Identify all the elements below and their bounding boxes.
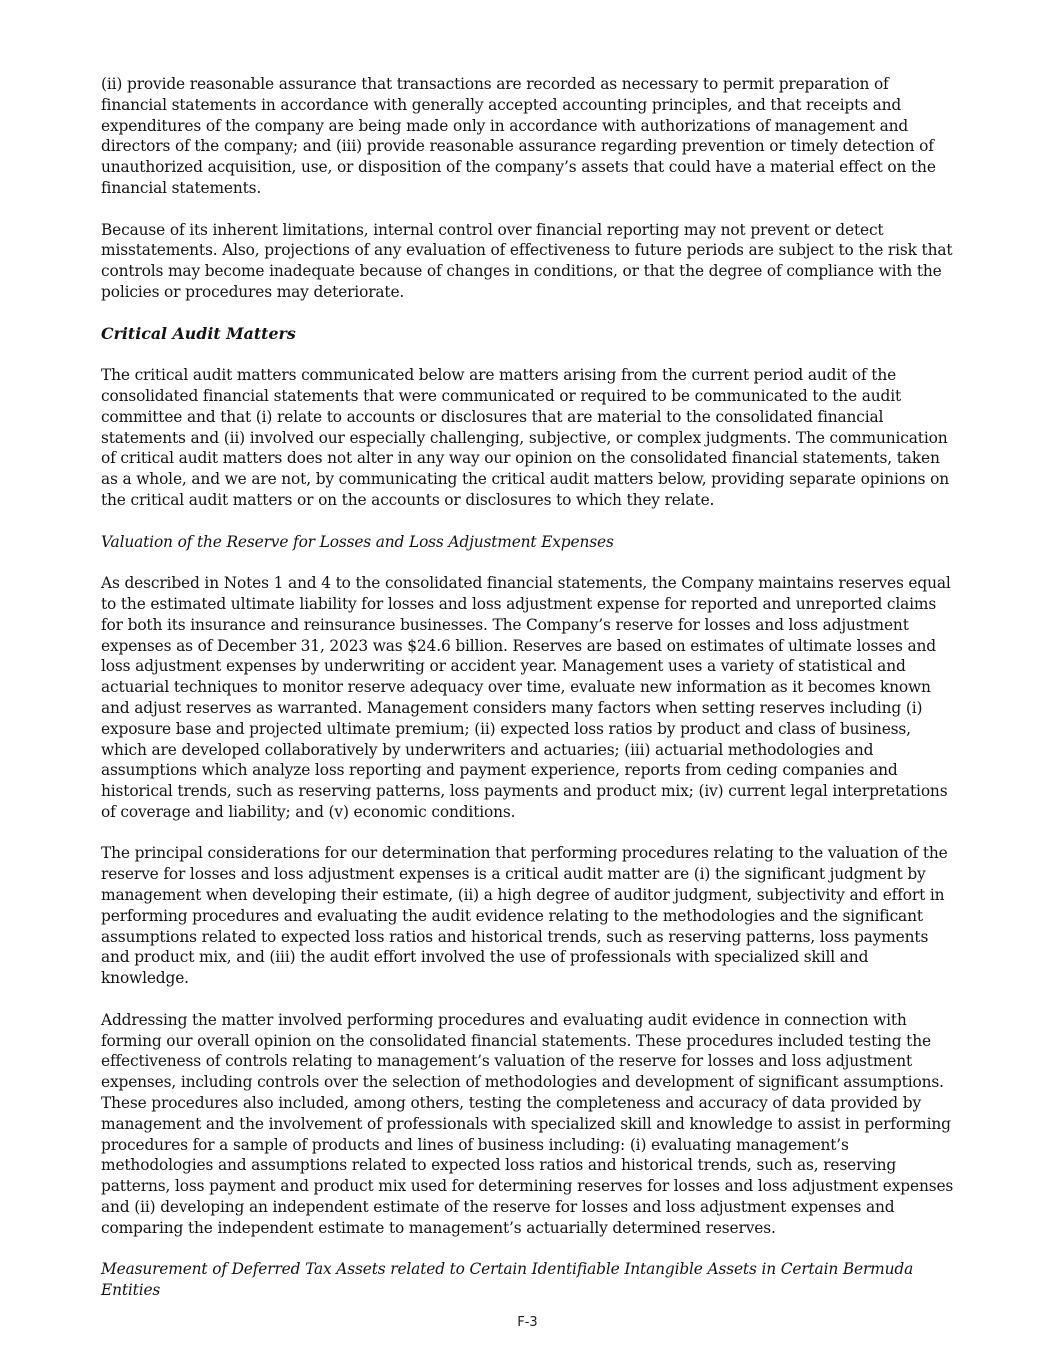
reserve-audit-procedures-paragraph: Addressing the matter involved performing procedures and evaluating audit evidence in connection with forming our overall opinion on the consolidated financial statements. These procedures included testing the effectiveness of controls relating to management’s valuation of the reserve for losses and loss adjustment expenses, including controls over the selection of methodologies and development of significant assumptions. These procedures also included, among others, testing the completeness and accuracy of data provided by management and the involvement of professionals with specialized skill and knowledge to assist in performing procedures for a sample of products and lines of business including: (i) evaluating management’s methodologies and assumptions related to expected loss ratios and historical trends, such as, reserving patterns, loss payment and product mix used for determining reserves for losses and loss adjustment expenses and (ii) developing an independent estimate of the reserve for losses and loss adjustment expenses and comparing the independent estimate to management’s actuarially determined reserves. (101, 1010, 954, 1237)
reserve-valuation-subheading: Valuation of the Reserve for Losses and Loss Adjustment Expenses (101, 532, 614, 551)
critical-audit-matters-heading: Critical Audit Matters (101, 323, 296, 343)
critical-audit-matters-intro: The critical audit matters communicated below are matters arising from the current period audit of the consolidated financial statements that were communicated or required to be communicated to the audit committee and that (i) relate to accounts or disclosures that are material to the consolidated financial statements and (ii) involved our especially challenging, subjective, or complex judgments. The communication of critical audit matters does not alter in any way our opinion on the consolidated financial statements, taken as a whole, and we are not, by communicating the critical audit matters below, providing separate opinions on the critical audit matters or on the accounts or disclosures to which they relate. (101, 366, 949, 509)
reserve-principal-considerations-paragraph: The principal considerations for our determination that performing procedures relating to the valuation of the reserve for losses and loss adjustment expenses is a critical audit matter are (i) the significant judgment by management when developing their estimate, (ii) a high degree of auditor judgment, subjectivity and effort in performing procedures and evaluating the audit evidence relating to the methodologies and the significant assumptions related to expected loss ratios and historical trends, such as reserving patterns, loss payments and product mix, and (iii) the audit effort involved the use of professionals with specialized skill and knowledge. (101, 844, 948, 988)
paragraph-inherent-limitations: Because of its inherent limitations, internal control over financial reporting may not prevent or detect misstatements. Also, projections of any evaluation of effectiveness to future periods are subject to the risk that controls may become inadequate because of changes in conditions, or that the degree of compliance with the policies or procedures may deteriorate. (101, 220, 953, 301)
deferred-tax-subheading: Measurement of Deferred Tax Assets related to Certain Identifiable Intangible Assets in Certain Bermuda Entities (101, 1260, 914, 1300)
reserve-description-paragraph: As described in Notes 1 and 4 to the consolidated financial statements, the Company maintains reserves equal to the estimated ultimate liability for losses and loss adjustment expense for reported and unreported claims for both its insurance and reinsurance businesses. The Company’s reserve for losses and loss adjustment expenses as of December 31, 2023 was $24.6 billion. Reserves are based on estimates of ultimate losses and loss adjustment expenses by underwriting or accident year. Management uses a variety of statistical and actuarial techniques to monitor reserve adequacy over time, evaluate new information as it becomes known and adjust reserves as warranted. Management considers many factors when setting reserves including (i) exposure base and projected ultimate premium; (ii) expected loss ratios by product and class of business, which are developed collaboratively by underwriters and actuaries; (iii) actuarial methodologies and assumptions which analyze loss reporting and payment experience, reports from ceding companies and historical trends, such as reserving patterns, loss payments and product mix; (iv) current legal interpretations of coverage and liability; and (v) economic conditions. (101, 574, 951, 821)
document-page (101, 74, 956, 1322)
paragraph-internal-control-continued: (ii) provide reasonable assurance that transactions are recorded as necessary to permit preparation of financial statements in accordance with generally accepted accounting principles, and that receipts and expenditures of the company are being made only in accordance with authorizations of management and directors of the company; and (iii) provide reasonable assurance regarding prevention or timely detection of unauthorized acquisition, use, or disposition of the company’s assets that could have a material effect on the financial statements. (101, 75, 936, 197)
page-number: F-3 (517, 1315, 538, 1330)
